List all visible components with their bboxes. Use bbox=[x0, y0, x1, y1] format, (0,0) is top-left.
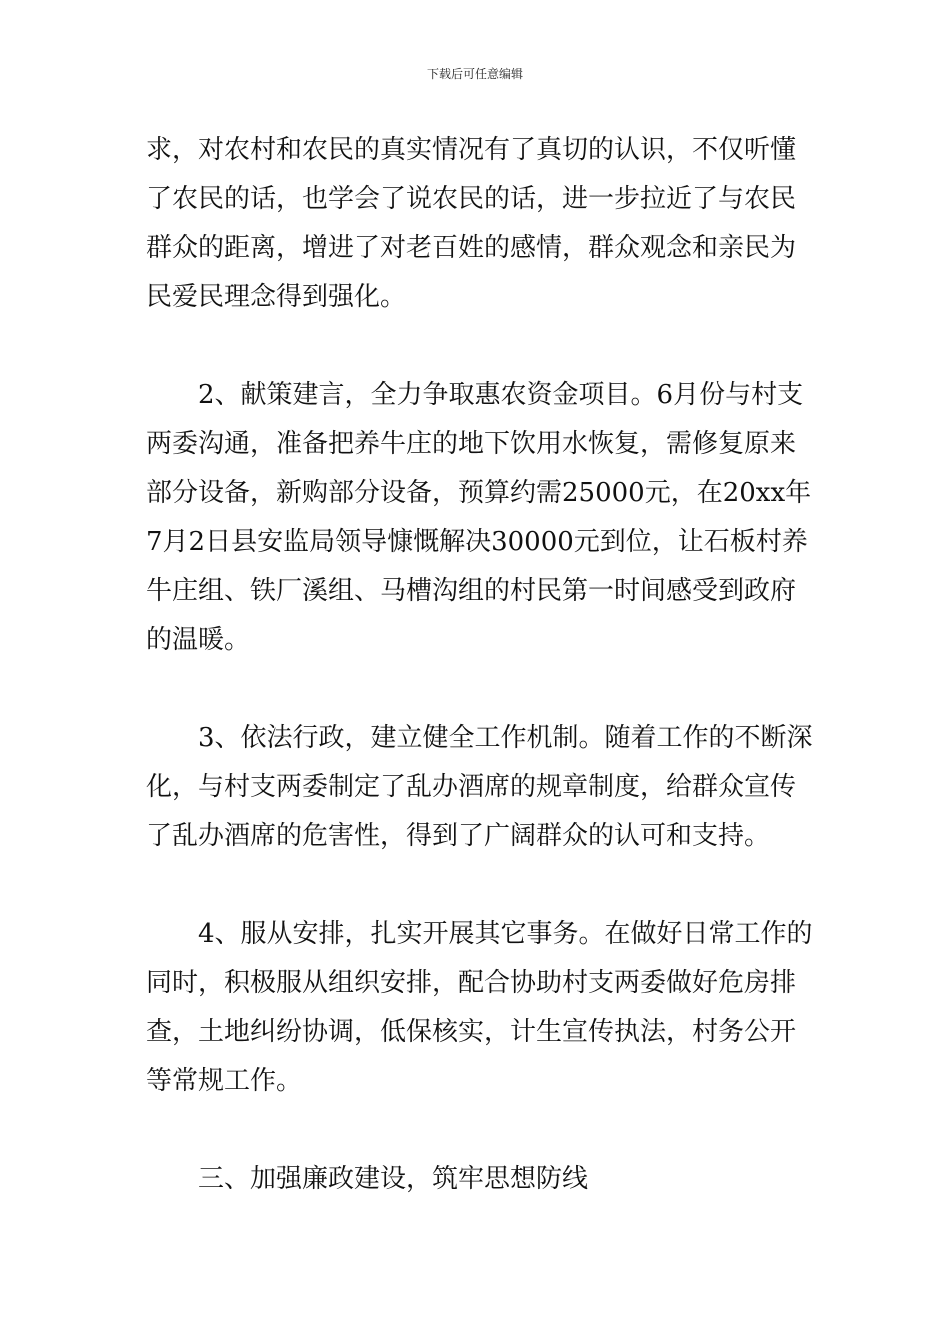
text-line: 3、依法行政，建立健全工作机制。随着工作的不断深 bbox=[198, 723, 813, 753]
paragraph-continuation bbox=[146, 126, 806, 322]
text-line: 4、服从安排，扎实开展其它事务。在做好日常工作的 bbox=[198, 919, 813, 949]
text-line: 同时，积极服从组织安排，配合协助村支两委做好危房排 bbox=[146, 968, 797, 998]
text-line: 2、献策建言，全力争取惠农资金项目。6月份与村支 bbox=[198, 380, 804, 410]
document-body bbox=[146, 126, 813, 1204]
paragraph-item-4 bbox=[146, 910, 813, 1106]
section-heading-text: 三、加强廉政建设，筑牢思想防线 bbox=[198, 1164, 589, 1194]
section-heading bbox=[146, 1155, 806, 1204]
text-line: 群众的距离，增进了对老百姓的感情，群众观念和亲民为 bbox=[146, 233, 797, 263]
paragraph-spacer bbox=[146, 322, 806, 371]
text-line: 部分设备，新购部分设备，预算约需25000元，在20xx年 bbox=[146, 478, 812, 508]
text-line: 两委沟通，准备把养牛庄的地下饮用水恢复，需修复原来 bbox=[146, 429, 797, 459]
paragraph-spacer bbox=[146, 665, 806, 714]
page-header: 下载后可任意编辑 bbox=[426, 67, 523, 81]
text-line: 求，对农村和农民的真实情况有了真切的认识，不仅听懂 bbox=[146, 135, 797, 165]
text-line: 了农民的话，也学会了说农民的话，进一步拉近了与农民 bbox=[146, 184, 797, 214]
text-line: 了乱办酒席的危害性，得到了广阔群众的认可和支持。 bbox=[146, 821, 771, 851]
text-line: 民爱民理念得到强化。 bbox=[146, 282, 407, 312]
text-line: 等常规工作。 bbox=[146, 1066, 303, 1096]
paragraph-spacer bbox=[146, 861, 806, 910]
text-line: 化，与村支两委制定了乱办酒席的规章制度，给群众宣传 bbox=[146, 772, 797, 802]
text-line: 查，土地纠纷协调，低保核实，计生宣传执法，村务公开 bbox=[146, 1017, 797, 1047]
text-line: 7月2日县安监局领导慷慨解决30000元到位，让石板村养 bbox=[146, 527, 808, 557]
paragraph-item-3 bbox=[146, 714, 813, 861]
paragraph-spacer bbox=[146, 1106, 806, 1155]
text-line: 的温暖。 bbox=[146, 625, 251, 655]
text-line: 牛庄组、铁厂溪组、马槽沟组的村民第一时间感受到政府 bbox=[146, 576, 797, 606]
paragraph-item-2 bbox=[146, 371, 812, 665]
